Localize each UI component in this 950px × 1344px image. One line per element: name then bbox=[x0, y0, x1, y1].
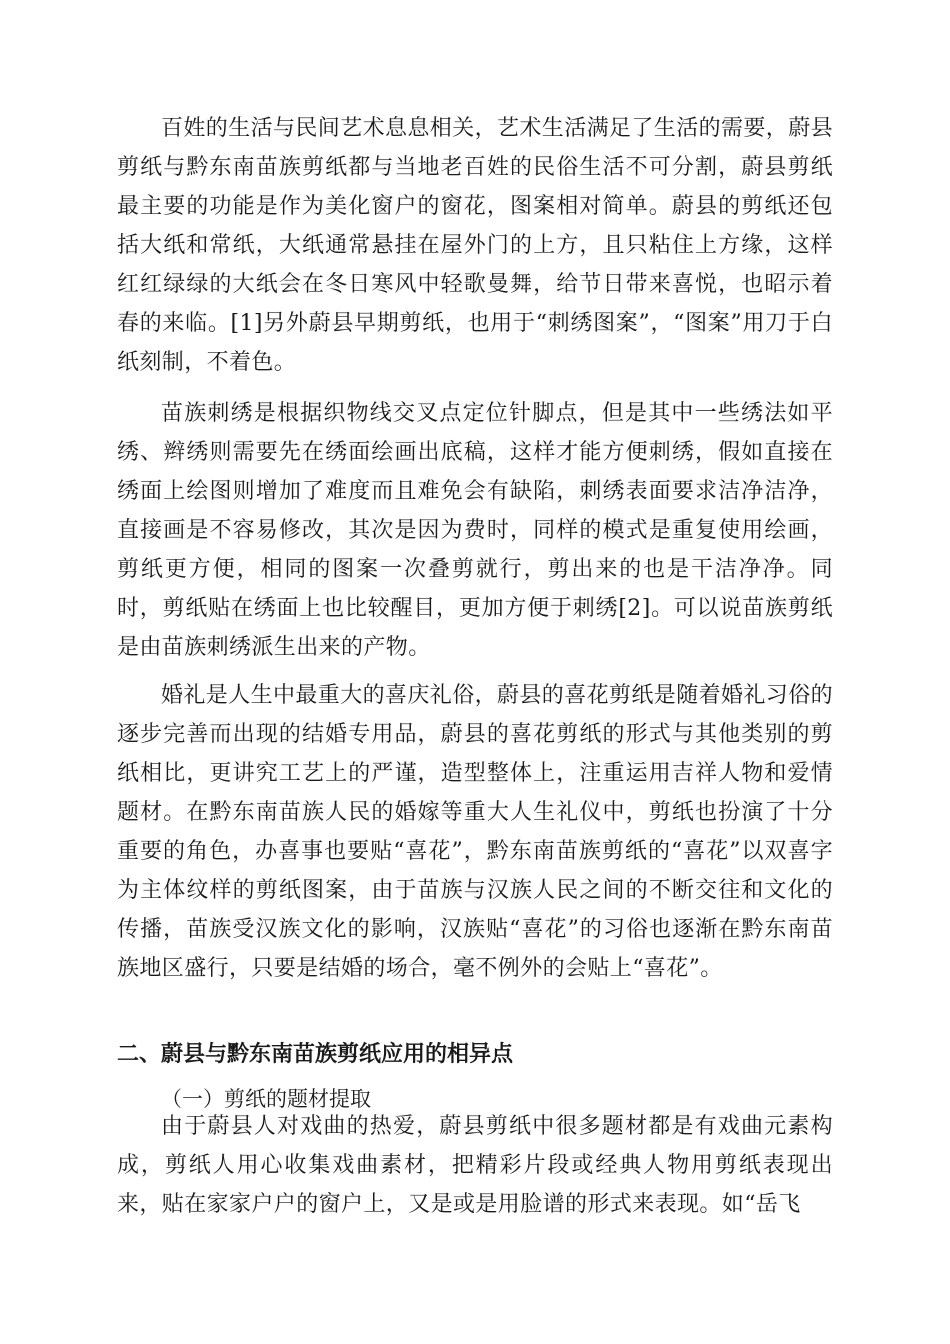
section-heading: 二、蔚县与黔东南苗族剪纸应用的相异点 bbox=[117, 1042, 514, 1067]
paragraph-opera-themes: 由于蔚县人对戏曲的热爱，蔚县剪纸中很多题材都是有戏曲元素构成，剪纸人用心收集戏曲素材，把精彩片段或经典人物用剪纸表现出来，贴在家家户户的窗户上，又是或是用脸谱的形式来表现。如“岳飞 bbox=[117, 1114, 833, 1217]
subsection-heading: （一）剪纸的题材提取 bbox=[161, 1087, 371, 1111]
paragraph-folk-life: 百姓的生活与民间艺术息息相关，艺术生活满足了生活的需要，蔚县剪纸与黔东南苗族剪纸都与当地老百姓的民俗生活不可分割，蔚县剪纸最主要的功能是作为美化窗户的窗花，图案相对简单。蔚县的剪纸还包括大纸和常纸，大纸通常悬挂在屋外门的上方，且只粘住上方缘，这样红红绿绿的大纸会在冬日寒风中轻歌曼舞，给节日带来喜悦，也昭示着春的来临。[1]另外蔚县早期剪纸，也用于“刺绣图案”，“图案”用刀于白纸刻制，不着色。 bbox=[117, 116, 834, 375]
paragraph-miao-embroidery: 苗族刺绣是根据织物线交叉点定位针脚点，但是其中一些绣法如平绣、辫绣则需要先在绣面绘画出底稿，这样才能方便刺绣，假如直接在绣面上绘图则增加了难度而且难免会有缺陷，刺绣表面要求洁净洁净，直接画是不容易修改，其次是因为费时，同样的模式是重复使用绘画，剪纸更方便，相同的图案一次叠剪就行，剪出来的也是干洁净净。同时，剪纸贴在绣面上也比较醒目，更加方便于刺绣[2]。可以说苗族剪纸是由苗族刺绣派生出来的产物。 bbox=[117, 401, 833, 660]
paragraph-wedding-customs: 婚礼是人生中最重大的喜庆礼俗，蔚县的喜花剪纸是随着婚礼习俗的逐步完善而出现的结婚专用品，蔚县的喜花剪纸的形式与其他类别的剪纸相比，更讲究工艺上的严谨，造型整体上，注重运用吉祥人物和爱情题材。在黔东南苗族人民的婚嫁等重大人生礼仪中，剪纸也扮演了十分重要的角色，办喜事也要贴“喜花”，黔东南苗族剪纸的“喜花”以双喜字为主体纹样的剪纸图案，由于苗族与汉族人民之间的不断交往和文化的传播，苗族受汉族文化的影响，汉族贴“喜花”的习俗也逐渐在黔东南苗族地区盛行，只要是结婚的场合，毫不例外的会贴上“喜花”。 bbox=[117, 683, 834, 981]
